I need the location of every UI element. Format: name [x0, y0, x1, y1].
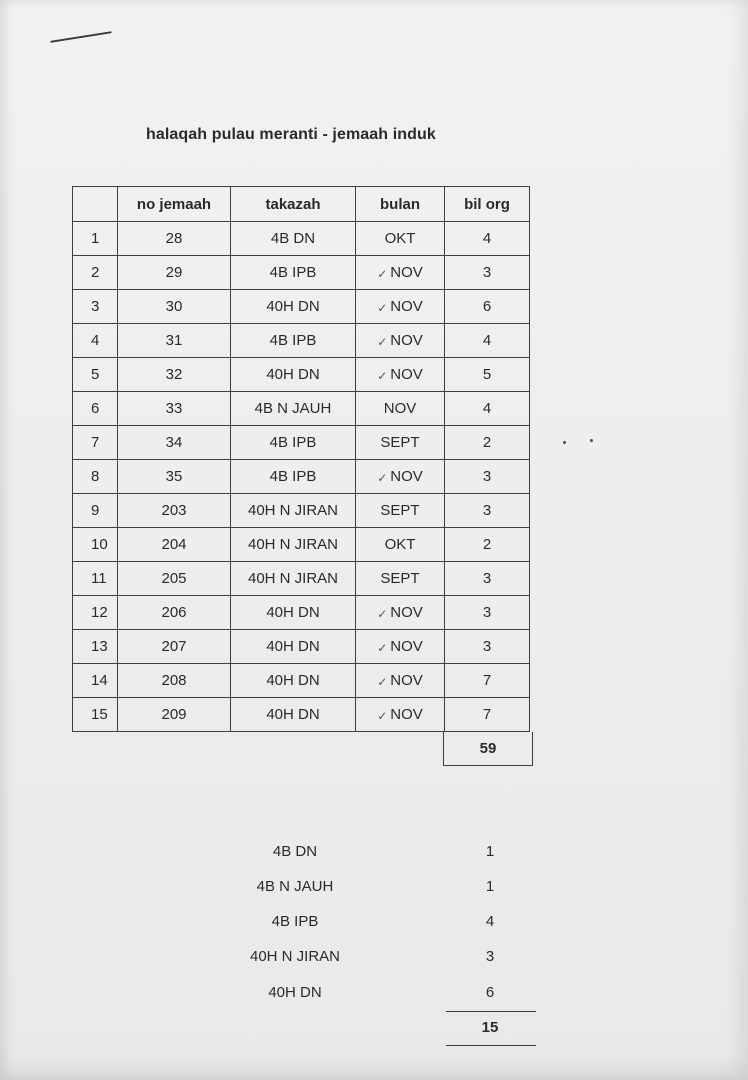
cell-takazah [231, 562, 356, 596]
cell-takazah [231, 698, 356, 732]
cell-number-text: 14 [91, 672, 108, 689]
checkmark-icon: ✓ [377, 607, 388, 621]
cell-takazah [231, 630, 356, 664]
cell-bulan [356, 494, 445, 528]
cell-takazah [231, 460, 356, 494]
cell-bil-org [445, 290, 530, 324]
summary-total: 15 [481, 1019, 499, 1036]
summary-row [200, 913, 530, 937]
cell-number-text: 11 [91, 570, 107, 587]
table-row [73, 698, 530, 732]
table-row [73, 630, 530, 664]
cell-number-text: 2 [91, 264, 100, 281]
table-row [73, 358, 530, 392]
checkmark-icon: ✓ [377, 267, 388, 281]
cell-number [73, 664, 118, 698]
cell-bil-org [445, 562, 530, 596]
cell-number [73, 562, 118, 596]
summary-value: 6 [485, 984, 495, 1001]
cell-bulan-text: NOV [390, 264, 423, 281]
ink-speck [590, 439, 593, 442]
cell-number [73, 358, 118, 392]
header-bil-org: bil org [445, 187, 530, 222]
cell-takazah [231, 494, 356, 528]
cell-no-jemaah [118, 494, 231, 528]
cell-no-jemaah-text: 209 [161, 706, 187, 723]
summary-value: 1 [485, 843, 495, 860]
cell-bulan-text: SEPT [380, 434, 420, 451]
cell-takazah-text: 40H N JIRAN [247, 570, 339, 587]
cell-bil-org-text: 3 [482, 570, 492, 587]
cell-bulan [356, 596, 445, 630]
cell-bil-org [445, 392, 530, 426]
cell-number-text: 15 [91, 706, 108, 723]
cell-number-text: 6 [91, 400, 100, 417]
table-total: 59 [443, 732, 533, 766]
cell-takazah [231, 596, 356, 630]
cell-bil-org [445, 630, 530, 664]
cell-bil-org-text: 4 [482, 230, 492, 247]
summary-row [200, 843, 530, 867]
cell-number [73, 256, 118, 290]
cell-bil-org-text: 5 [482, 366, 492, 383]
cell-takazah [231, 358, 356, 392]
cell-no-jemaah [118, 324, 231, 358]
table-row [73, 562, 530, 596]
cell-bulan-text: NOV [390, 672, 423, 689]
cell-no-jemaah-text: 34 [165, 434, 183, 451]
cell-no-jemaah-text: 30 [165, 298, 183, 315]
cell-bulan-text: NOV [383, 400, 417, 417]
cell-bulan-text: NOV [390, 298, 423, 315]
summary-label: 4B DN [272, 843, 318, 860]
cell-bil-org [445, 664, 530, 698]
cell-bulan-text: NOV [390, 332, 423, 349]
cell-no-jemaah-text: 29 [165, 264, 183, 281]
checkmark-icon: ✓ [377, 369, 388, 383]
cell-bil-org [445, 494, 530, 528]
cell-no-jemaah [118, 256, 231, 290]
cell-no-jemaah [118, 222, 231, 256]
cell-bil-org [445, 324, 530, 358]
cell-bil-org-text: 3 [482, 468, 492, 485]
cell-no-jemaah [118, 596, 231, 630]
cell-takazah-text: 4B IPB [269, 434, 317, 451]
cell-bil-org [445, 358, 530, 392]
cell-takazah-text: 40H DN [266, 672, 320, 689]
cell-takazah [231, 324, 356, 358]
cell-number [73, 222, 118, 256]
cell-number-text: 9 [91, 502, 100, 519]
header-number [73, 187, 118, 222]
cell-bil-org-text: 3 [482, 604, 492, 621]
cell-no-jemaah-text: 207 [161, 638, 187, 655]
header-bulan: bulan [356, 187, 445, 222]
checkmark-icon: ✓ [377, 675, 388, 689]
cell-number [73, 392, 118, 426]
cell-takazah-text: 4B IPB [269, 332, 317, 349]
cell-bulan [356, 290, 445, 324]
summary-label: 4B IPB [271, 913, 319, 930]
jemaah-table [72, 186, 530, 732]
cell-no-jemaah [118, 664, 231, 698]
table-row [73, 528, 530, 562]
cell-no-jemaah [118, 562, 231, 596]
cell-takazah-text: 40H DN [266, 366, 320, 383]
cell-bil-org-text: 4 [482, 400, 492, 417]
cell-number [73, 426, 118, 460]
cell-takazah-text: 4B IPB [269, 264, 317, 281]
cell-takazah-text: 4B DN [270, 230, 316, 247]
summary-rule-top [446, 1011, 536, 1012]
cell-bil-org-text: 4 [482, 332, 492, 349]
pen-mark [50, 31, 112, 43]
cell-takazah-text: 4B IPB [269, 468, 317, 485]
cell-bulan [356, 630, 445, 664]
cell-bil-org-text: 3 [482, 264, 492, 281]
cell-number-text: 7 [91, 434, 100, 451]
cell-bulan-text: NOV [390, 638, 423, 655]
cell-number-text: 3 [91, 298, 100, 315]
cell-takazah-text: 40H DN [266, 604, 320, 621]
cell-bulan [356, 392, 445, 426]
cell-takazah-text: 40H N JIRAN [247, 502, 339, 519]
cell-bil-org-text: 6 [482, 298, 492, 315]
cell-bulan [356, 324, 445, 358]
cell-no-jemaah [118, 392, 231, 426]
cell-no-jemaah-text: 28 [165, 230, 183, 247]
cell-bulan-text: NOV [390, 706, 423, 723]
cell-bil-org [445, 426, 530, 460]
page-title: halaqah pulau meranti - jemaah induk [146, 126, 436, 143]
cell-bil-org-text: 7 [482, 706, 492, 723]
cell-number [73, 494, 118, 528]
summary-row [200, 948, 530, 972]
cell-bulan [356, 426, 445, 460]
cell-bulan [356, 528, 445, 562]
checkmark-icon: ✓ [377, 709, 388, 723]
cell-takazah [231, 256, 356, 290]
cell-no-jemaah-text: 208 [161, 672, 187, 689]
cell-number-text: 8 [91, 468, 100, 485]
table-row [73, 290, 530, 324]
table-body [73, 222, 530, 732]
cell-takazah [231, 664, 356, 698]
cell-bulan-text: NOV [390, 468, 423, 485]
table-row [73, 426, 530, 460]
cell-bil-org [445, 698, 530, 732]
cell-no-jemaah-text: 32 [165, 366, 183, 383]
cell-takazah [231, 222, 356, 256]
cell-bulan [356, 562, 445, 596]
cell-number-text: 13 [91, 638, 108, 655]
cell-number [73, 596, 118, 630]
checkmark-icon: ✓ [377, 471, 388, 485]
checkmark-icon: ✓ [377, 301, 388, 315]
cell-number-text: 10 [91, 536, 108, 553]
cell-number-text: 12 [91, 604, 108, 621]
cell-bulan [356, 222, 445, 256]
summary-row [200, 984, 530, 1008]
cell-bil-org-text: 3 [482, 638, 492, 655]
cell-number-text: 4 [91, 332, 100, 349]
cell-takazah [231, 426, 356, 460]
cell-no-jemaah [118, 528, 231, 562]
cell-takazah-text: 4B N JAUH [254, 400, 332, 417]
cell-bil-org [445, 528, 530, 562]
summary-rule-bottom [446, 1045, 536, 1046]
cell-number-text: 1 [91, 230, 100, 247]
cell-takazah [231, 290, 356, 324]
cell-no-jemaah [118, 460, 231, 494]
table-row [73, 222, 530, 256]
cell-no-jemaah [118, 358, 231, 392]
cell-number [73, 630, 118, 664]
summary-label: 4B N JAUH [256, 878, 334, 895]
cell-no-jemaah-text: 206 [161, 604, 187, 621]
header-no-jemaah: no jemaah [118, 187, 231, 222]
table-row [73, 460, 530, 494]
table-row [73, 494, 530, 528]
cell-bulan-text: NOV [390, 366, 423, 383]
table-row [73, 392, 530, 426]
cell-bil-org-text: 2 [482, 536, 492, 553]
table-row [73, 324, 530, 358]
cell-takazah-text: 40H N JIRAN [247, 536, 339, 553]
cell-takazah [231, 528, 356, 562]
cell-number [73, 528, 118, 562]
checkmark-icon: ✓ [377, 335, 388, 349]
cell-bil-org-text: 2 [482, 434, 492, 451]
cell-no-jemaah [118, 290, 231, 324]
cell-bulan [356, 358, 445, 392]
summary-value: 4 [485, 913, 495, 930]
cell-takazah-text: 40H DN [266, 298, 320, 315]
cell-bulan-text: OKT [384, 230, 416, 247]
cell-bulan-text: NOV [390, 604, 423, 621]
cell-number [73, 460, 118, 494]
summary-label: 40H DN [268, 984, 322, 1001]
cell-bulan [356, 664, 445, 698]
cell-number [73, 698, 118, 732]
table-header-row [73, 187, 530, 222]
ink-speck [563, 441, 566, 444]
cell-bil-org [445, 460, 530, 494]
cell-no-jemaah [118, 630, 231, 664]
cell-bulan-text: SEPT [380, 570, 420, 587]
table-row [73, 596, 530, 630]
summary-value: 1 [485, 878, 495, 895]
cell-bulan-text: SEPT [380, 502, 420, 519]
cell-no-jemaah [118, 698, 231, 732]
cell-bil-org [445, 222, 530, 256]
cell-bil-org [445, 596, 530, 630]
cell-number [73, 324, 118, 358]
table-row [73, 664, 530, 698]
cell-bulan-text: OKT [384, 536, 416, 553]
checkmark-icon: ✓ [377, 641, 388, 655]
table-row [73, 256, 530, 290]
cell-no-jemaah-text: 203 [161, 502, 187, 519]
cell-bulan [356, 460, 445, 494]
cell-takazah [231, 392, 356, 426]
cell-no-jemaah-text: 35 [165, 468, 183, 485]
summary-row [200, 878, 530, 902]
summary-value: 3 [485, 948, 495, 965]
summary-label: 40H N JIRAN [249, 948, 341, 965]
cell-bil-org-text: 3 [482, 502, 492, 519]
cell-takazah-text: 40H DN [266, 638, 320, 655]
cell-number [73, 290, 118, 324]
cell-no-jemaah-text: 33 [165, 400, 183, 417]
cell-bulan [356, 256, 445, 290]
cell-no-jemaah-text: 204 [161, 536, 187, 553]
cell-bulan [356, 698, 445, 732]
cell-number-text: 5 [91, 366, 100, 383]
cell-no-jemaah [118, 426, 231, 460]
cell-no-jemaah-text: 31 [165, 332, 183, 349]
cell-no-jemaah-text: 205 [161, 570, 187, 587]
cell-bil-org-text: 7 [482, 672, 492, 689]
cell-takazah-text: 40H DN [266, 706, 320, 723]
header-takazah: takazah [231, 187, 356, 222]
cell-bil-org [445, 256, 530, 290]
